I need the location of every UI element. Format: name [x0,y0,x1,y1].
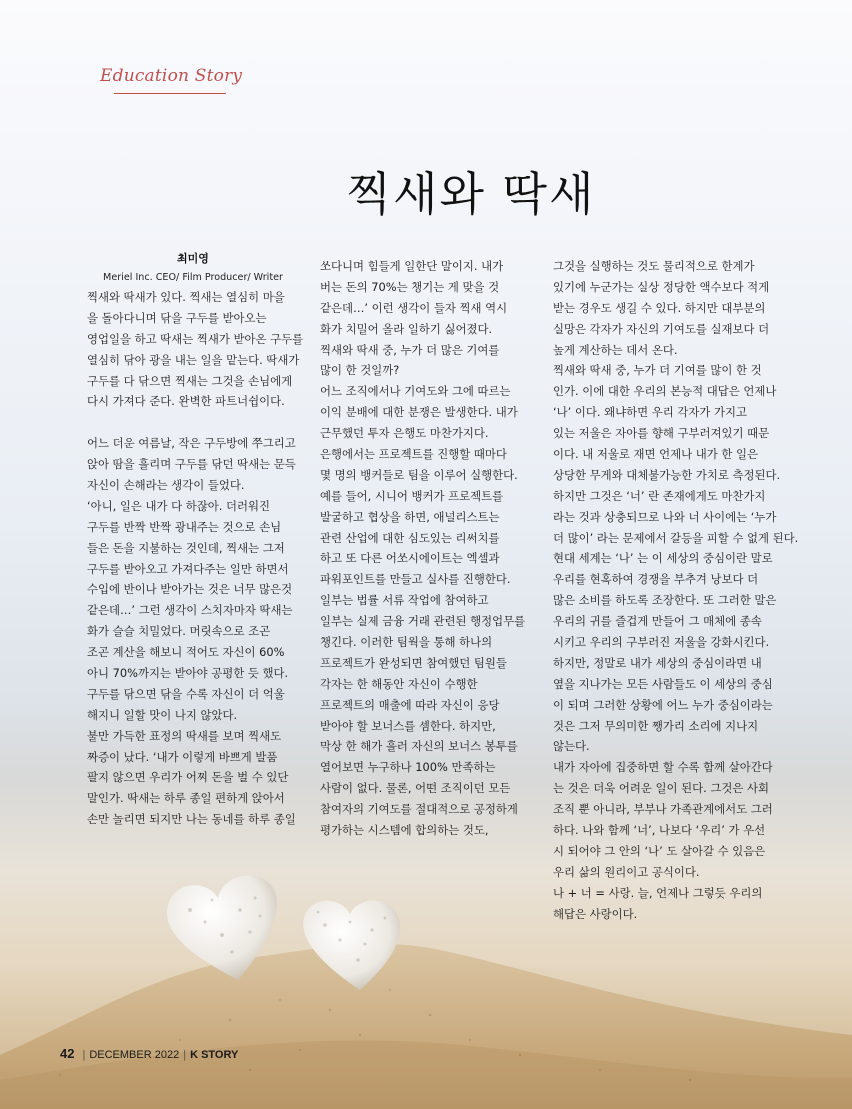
text-line: 받아야 할 보너스를 셈한다. 하지만, [320,718,496,733]
text-line: 프로젝트가 완성되면 참여했던 팀원들 [320,655,507,670]
text-line: 옆을 지나가는 모든 사람들도 이 세상의 중심 [553,676,773,691]
coral-hearts-on-sand-image [0,840,852,1109]
text-line: ‘아니, 일은 내가 다 하잖아. 더러워진 [87,498,271,513]
text-line: 시 되어야 그 안의 ‘나’ 도 살아갈 수 있음은 [553,843,766,858]
article-title: 찍새와 딱새 [346,167,596,221]
text-line: 발굴하고 협상을 하면, 애널리스트는 [320,509,500,524]
text-line: 프로젝트의 매출에 따라 자신이 응당 [320,697,500,712]
section-label: Education Story [100,66,243,86]
text-line: 있는 저울은 자아를 향해 구부러져있기 때문 [553,426,770,441]
text-line: 관련 산업에 대한 심도있는 리써치를 [320,530,500,545]
text-line: 우리의 귀를 즐겁게 만들어 그 매체에 종속 [553,614,762,629]
text-line: 각자는 한 해동안 자신이 수행한 [320,676,478,691]
text-line: 상당한 무게와 대체불가능한 가치로 측정된다. [553,467,781,482]
text-line: 열심히 닦아 광을 내는 일을 맡는다. 딱새가 [87,352,300,367]
text-line: 사람이 없다. 물론, 어떤 조직이던 모든 [320,781,511,796]
footer-separator: | [82,1049,86,1061]
text-line: 하고 또 다른 어쏘시에이트는 엑셀과 [320,551,500,566]
footer-separator: | [183,1049,187,1061]
text-line: 찍새와 딱새 중, 누가 더 기여를 많이 한 것 [553,363,762,378]
text-line: 평가하는 시스템에 합의하는 것도, [320,823,489,838]
text-line: 우리를 현혹하여 경쟁을 부추겨 낭보다 더 [553,572,759,587]
text-line: 받는 경우도 생길 수 있다. 하지만 대부분의 [553,300,766,315]
section-divider [114,93,226,94]
text-line: 화가 슬슬 치밀었다. 머릿속으로 조곤 [87,624,271,639]
text-line: 하지만, 정말로 내가 세상의 중심이라면 내 [553,655,762,670]
text-line: 찍새와 딱새가 있다. 찍새는 열심히 마을 [87,290,285,304]
text-line: 나 + 너 = 사랑. 늘, 언제나 그렇듯 우리의 [553,885,763,900]
text-line: 어느 더운 여름날, 작은 구두방에 쭈그리고 [87,436,296,451]
text-line: 라는 것과 상충되므로 나와 너 사이에는 ‘누가 [553,509,777,524]
text-line: 손만 놀리면 되지만 나는 동네를 하루 종일 [87,812,296,827]
text-line: 화가 치밀어 올라 일하기 싫어졌다. [320,321,493,336]
text-line: 는 것은 더욱 어려운 일이 된다. 그것은 사회 [553,781,770,796]
text-line: 그것을 실행하는 것도 물리적으로 한계가 [553,259,755,273]
text-line: 많이 한 것일까? [320,363,400,378]
text-line: 같은데…’ 이런 생각이 들자 찍새 역시 [320,300,508,315]
text-line: 시키고 우리의 구부러진 저울을 강화시킨다. [553,635,770,650]
text-line: 근무했던 투자 은행도 마찬가지다. [320,426,489,441]
text-line: 같은데…’ 그런 생각이 스치자마자 딱새는 [87,603,293,618]
text-line: 을 돌아다니며 닦을 구두를 받아오는 [87,310,267,325]
text-line: 불만 가득한 표정의 딱새를 보며 찍새도 [87,728,282,743]
text-line: 더 많이’ 라는 문제에서 갈등을 피할 수 없게 된다. [553,530,799,545]
text-line: 은행에서는 프로젝트를 진행할 때마다 [320,447,507,462]
text-line: 앉아 땀을 흘리며 구두를 닦던 딱새는 문득 [87,457,296,472]
article-column-3 [553,256,799,925]
text-line: 몇 명의 뱅커들로 팀을 이루어 실행한다. [320,467,518,482]
text-line: 열어보면 누구하나 100% 만족하는 [320,760,496,775]
author-role: Meriel Inc. CEO/ Film Producer/ Writer [103,272,283,283]
text-line: 챙긴다. 이러한 팀웍을 통해 하나의 [320,635,493,650]
issue-date: DECEMBER 2022 [89,1049,180,1061]
page-number: 42 [60,1046,75,1061]
text-line: 현대 세계는 ‘나’ 는 이 세상의 중심이란 말로 [553,551,773,566]
text-line: 일부는 실제 금융 거래 관련된 행정업무를 [320,614,526,629]
text-line: 막상 한 해가 흘러 자신의 보너스 봉투를 [320,739,518,754]
paragraph-gap [87,412,307,433]
text-line: 많은 소비를 하도록 조장한다. 또 그러한 말은 [553,593,777,608]
text-line: 실망은 각자가 자신의 기여도를 실재보다 더 [553,321,770,336]
text-line: 것은 그저 무의미한 쨍가리 소리에 지나지 [553,718,759,733]
text-line: 구두를 닦으면 닦을 수록 자신이 더 억울 [87,686,285,701]
text-line: 하지만 그것은 ‘너’ 란 존재에게도 마찬가지 [553,488,766,503]
author-byline [86,250,300,283]
text-line: 말인가. 딱새는 하루 종일 편하게 앉아서 [87,791,285,806]
text-line: 구두를 다 닦으면 찍새는 그것을 손님에게 [87,373,293,388]
text-line: 짜증이 났다. ‘내가 이렇게 바쁘게 발품 [87,749,278,764]
text-line: 구두를 받아오고 가져다주는 일만 하면서 [87,561,289,576]
text-line: 예를 들어, 시니어 뱅커가 프로젝트를 [320,488,504,503]
text-line: 하다. 나와 함께 ‘너’, 나보다 ‘우리’ 가 우선 [553,823,766,838]
magazine-name: K STORY [190,1049,239,1061]
text-line: 들은 돈을 지불하는 것인데, 찍새는 그저 [87,540,285,555]
text-line: 영업일을 하고 딱새는 찍새가 받아온 구두를 [87,331,304,346]
text-line: 높게 계산하는 데서 온다. [553,342,678,357]
text-line: 이다. 내 저울로 재면 언제나 내가 한 일은 [553,447,759,462]
text-line: 다시 가져다 준다. 완벽한 파트너쉽이다. [87,394,285,409]
text-line: 이 되며 그러한 상황에 어느 누가 중심이라는 [553,697,773,712]
text-line: 조곤 계산을 해보니 적어도 자신이 60% [87,645,285,660]
text-line: 우리 삶의 원리이고 공식이다. [553,864,700,879]
text-line: 않는다. [553,739,590,754]
text-line: 파워포인트를 만들고 실사를 진행한다. [320,572,511,587]
text-line: 있기에 누군가는 실상 정당한 액수보다 적게 [553,279,770,294]
text-line: 찍새와 딱새 중, 누가 더 많은 기여를 [320,342,500,357]
text-line: 아니 70%까지는 받아야 공평한 듯 했다. [87,666,289,681]
text-line: 일부는 법률 서류 작업에 참여하고 [320,593,489,608]
text-line: 팔지 않으면 우리가 어찌 돈을 벌 수 있단 [87,770,289,785]
text-line: 어느 조직에서나 기여도와 그에 따르는 [320,384,511,399]
text-line: 구두를 반짝 반짝 광내주는 것으로 손님 [87,519,282,534]
text-line: 참여자의 기여도를 절대적으로 공정하게 [320,802,518,817]
text-line: 쏘다니며 힘들게 일한단 말이지. 내가 [320,259,504,273]
author-name: 최미영 [177,252,209,265]
text-line: ‘나’ 이다. 왜냐하면 우리 각자가 가지고 [553,405,748,420]
text-line: 버는 돈의 70%는 챙기는 게 맞을 것 [320,279,500,294]
text-line: 해답은 사랑이다. [553,906,638,921]
text-line: 해지니 일할 맛이 나지 않았다. [87,707,238,722]
text-line: 자신이 손해라는 생각이 들었다. [87,478,245,493]
article-column-1 [87,287,307,830]
page-footer [60,1046,238,1061]
text-line: 이익 분배에 대한 분쟁은 발생한다. 내가 [320,405,518,420]
text-line: 내가 자아에 집중하면 할 수록 함께 살아간다 [553,760,773,775]
article-column-2 [320,256,534,841]
text-line: 조직 뿐 아니라, 부부나 가족관계에서도 그러 [553,802,773,817]
text-line: 수입에 반이나 받아가는 것은 너무 많은것 [87,582,293,597]
text-line: 인가. 이에 대한 우리의 본능적 대답은 언제나 [553,384,777,399]
